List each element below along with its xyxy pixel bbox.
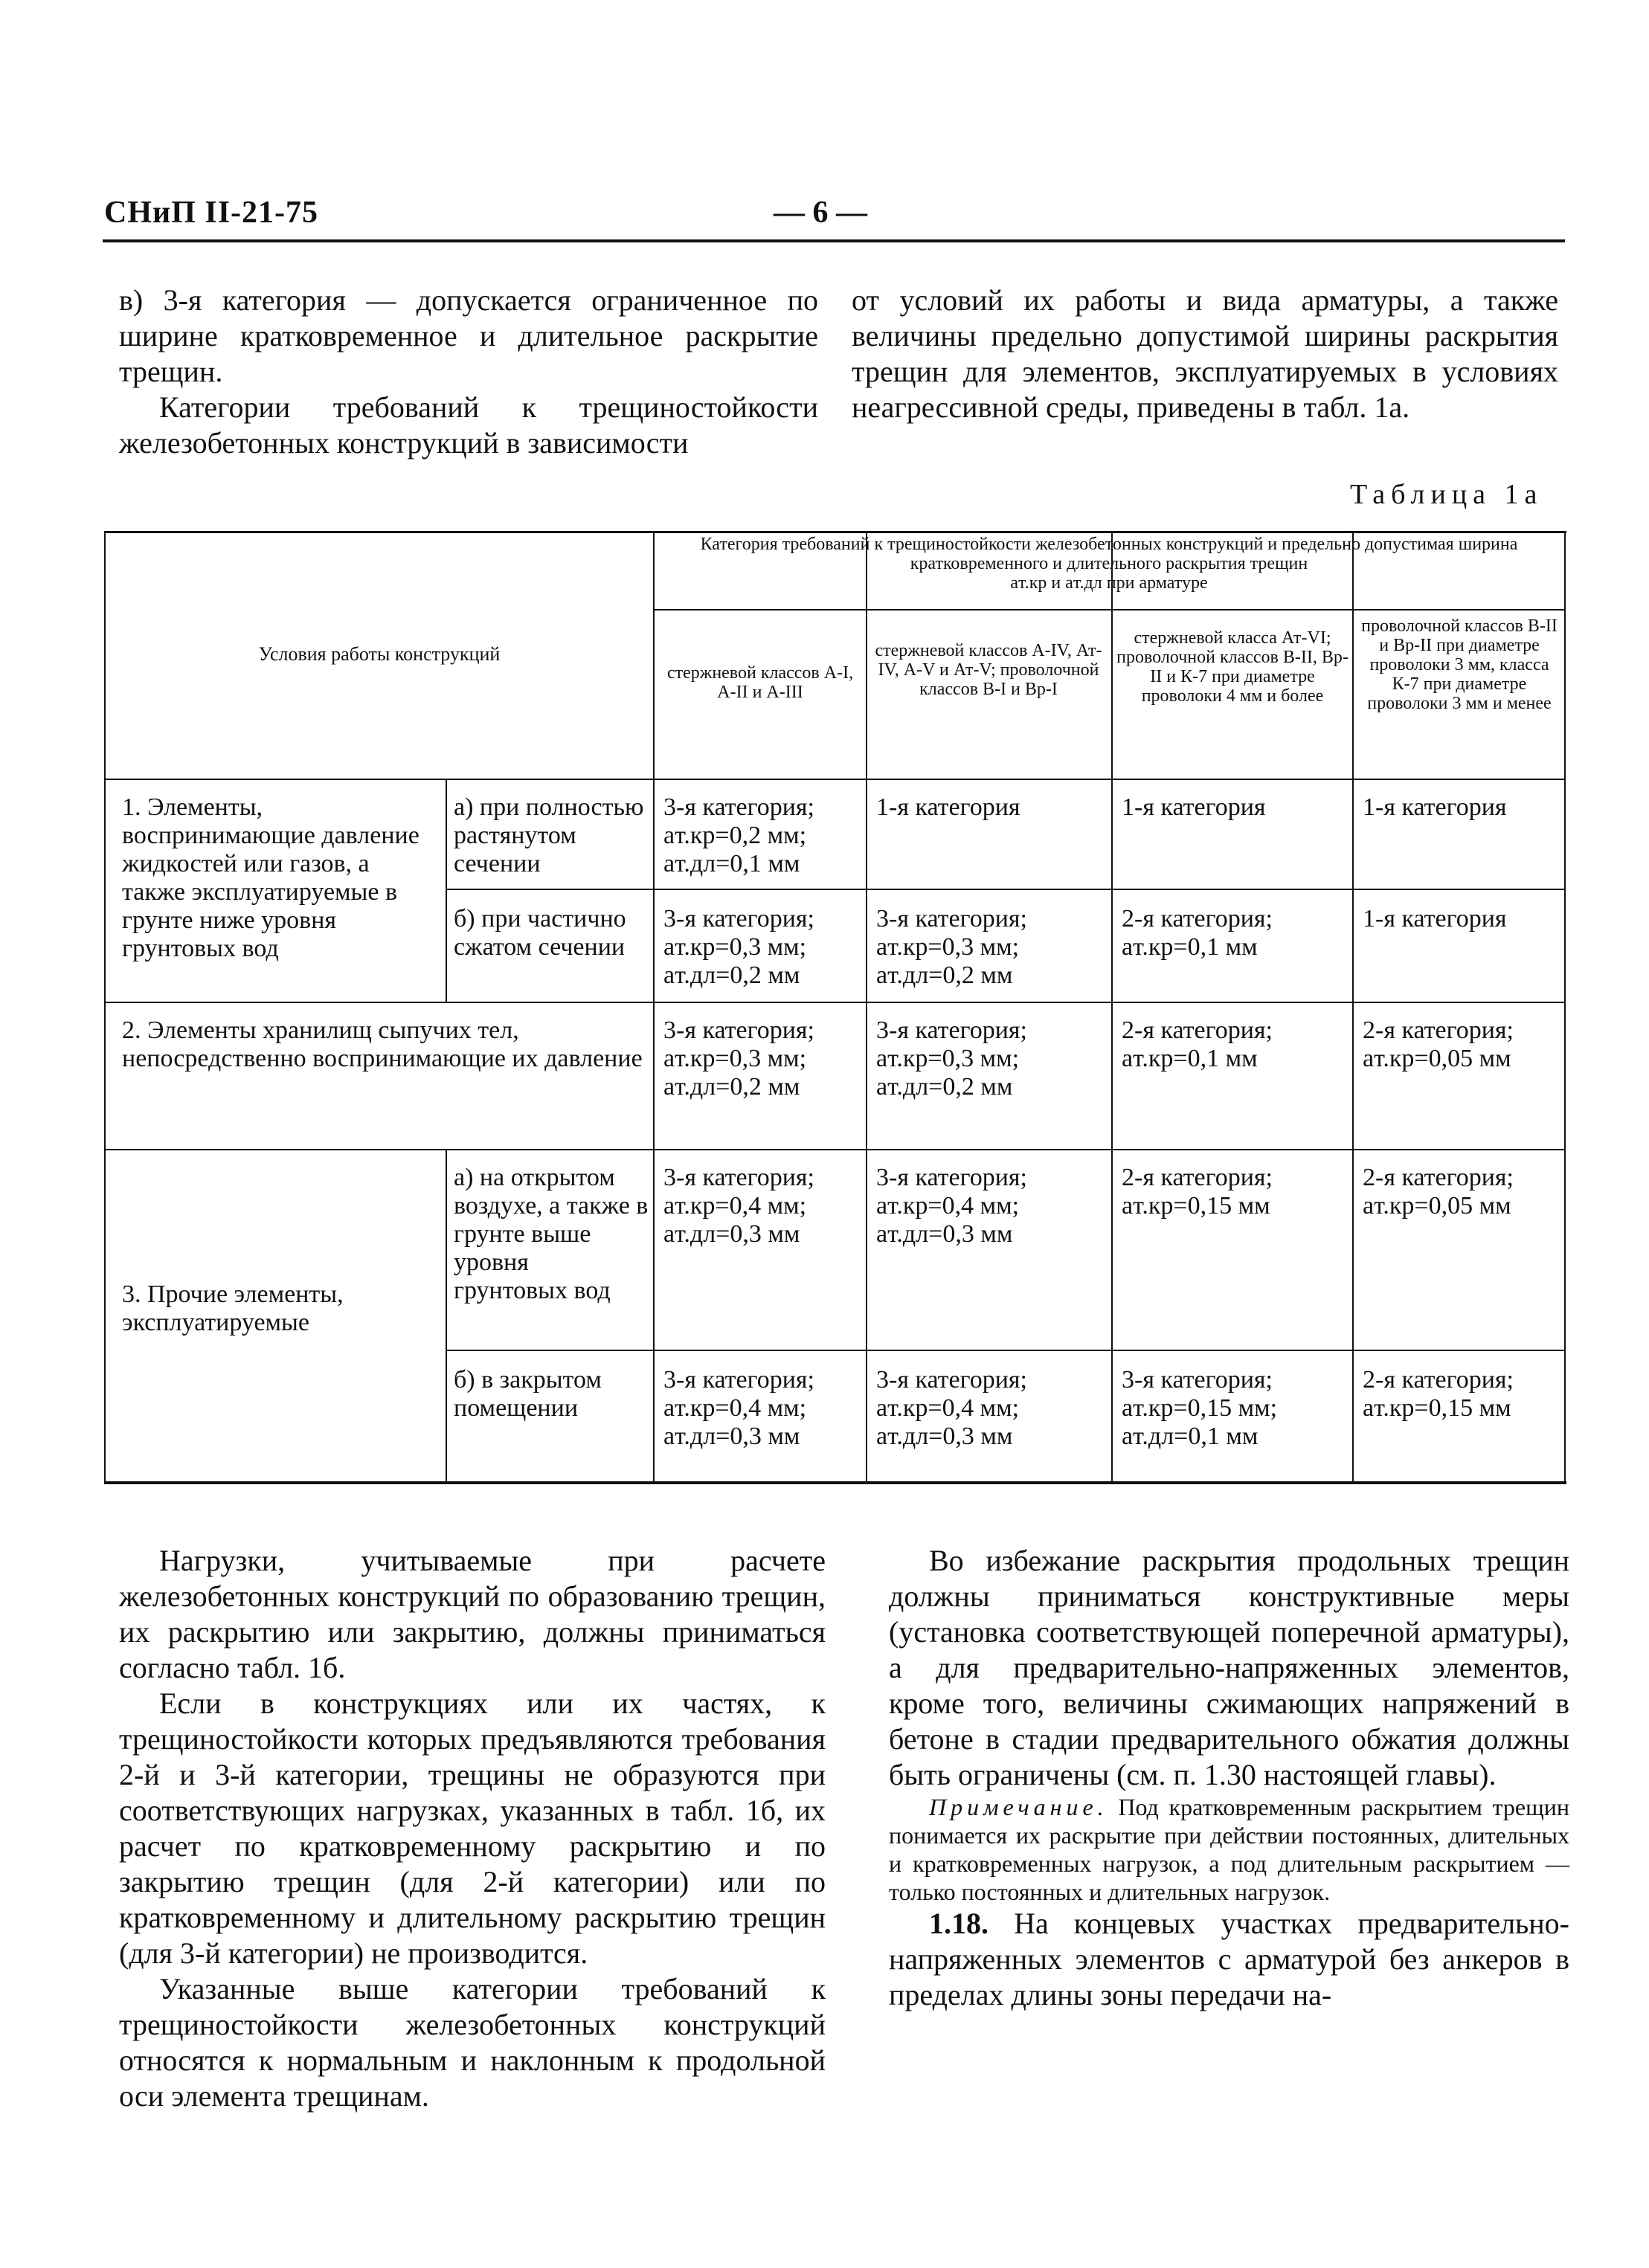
footnote-label: Примечание. (929, 1794, 1108, 1820)
table-cell: 3-я категория; aт.кр=0,3 мм; aт.дл=0,2 мм (663, 905, 815, 989)
table-cell: 2-я категория; aт.кр=0,1 мм (1122, 1017, 1273, 1072)
after-left-column (119, 1543, 826, 2114)
intro-paragraph: Категории требований к трещиностойкости железобетонных конструкций в зависимости (119, 390, 818, 460)
requirements-table (104, 531, 1566, 1484)
table-rule (653, 533, 655, 1481)
row-sub-condition: а) на открытом воздухе, а также в грунте выше уровня грунтовых вод (454, 1164, 649, 1304)
section-text: На концевых участках предварительно-напряженных элементов с арматурой без анкеров в пределах длины зоны передачи на- (889, 1907, 1570, 2011)
section-number: 1.18. (929, 1907, 989, 1940)
row-condition: 1. Элементы, воспринимающие давление жидкостей или газов, а также эксплуатируемые в грунте ниже уровня грунтовых вод (122, 793, 420, 962)
row-condition: 3. Прочие элементы, эксплуатируемые (122, 1280, 344, 1336)
table-cell: 1-я категория (1363, 793, 1507, 821)
after-right-column (889, 1543, 1569, 2013)
table-cell: 2-я категория; aт.кр=0,15 мм (1363, 1366, 1514, 1422)
table-cell: 3-я категория; aт.кр=0,4 мм; aт.дл=0,3 мм (876, 1366, 1028, 1450)
table-rule (104, 1149, 1565, 1150)
document-code: СНиП II-21-75 (104, 196, 319, 230)
section-paragraph (889, 1906, 1569, 2013)
table-cell: 2-я категория; aт.кр=0,05 мм (1363, 1164, 1514, 1220)
table-rule (653, 609, 1565, 611)
table-rule (446, 889, 1565, 890)
row-sub-condition: б) при частично сжатом сечении (454, 905, 626, 961)
table-cell: 3-я категория; aт.кр=0,4 мм; aт.дл=0,3 мм (876, 1164, 1028, 1248)
table-rule (1564, 533, 1566, 1481)
table-cell: 2-я категория; aт.кр=0,05 мм (1363, 1017, 1514, 1072)
footnote (889, 1793, 1569, 1906)
body-paragraph: Если в конструкциях или их частях, к трещиностойкости которых предъявляются требования 2-й и 3-й категории, трещины не образуются при соответствующих нагрузках, указанных в табл. 1б, их расчет по кратковременному раскрытию и по закрытию трещин (для 2-й категории) или по кратковременному и длительному раскрытию трещин (для 3-й категории) не производится. (119, 1686, 826, 1970)
column-header: стержневой классов А-I, А-II и А-III (666, 663, 854, 702)
table-cell: 1-я категория (876, 793, 1020, 821)
column-header: проволочной классов В-II и Вр-II при диаметре проволоки 3 мм, класса К-7 при диаметре проволоки 3 мм и менее (1361, 616, 1558, 713)
column-group-header (660, 535, 1558, 593)
table-rule (104, 533, 106, 1481)
table-cell: 3-я категория; aт.кр=0,15 мм; aт.дл=0,1 мм (1122, 1366, 1278, 1450)
table-label: Таблица 1а (1350, 479, 1543, 510)
body-paragraph: Указанные выше категории требований к трещиностойкости железобетонных конструкций относятся к нормальным и наклонным к продольной оси элемента трещинам. (119, 1972, 826, 2113)
group-header-text: Категория требований к трещиностойкости железобетонных конструкций и предельно допустимая ширина кратковременного и длительного раскрытия трещин (700, 535, 1518, 573)
intro-paragraph: в) 3-я категория — допускается ограниченное по ширине кратковременное и длительное раскрытие трещин. (119, 283, 818, 388)
intro-left-column (119, 283, 818, 461)
column-header: стержневой классов А-IV, Ат-IV, А-V и Ат-V; проволочной классов В-I и Вр-I (875, 641, 1102, 699)
table-cell: 3-я категория; aт.кр=0,4 мм; aт.дл=0,3 мм (663, 1164, 815, 1248)
table-cell: 3-я категория; aт.кр=0,3 мм; aт.дл=0,2 мм (876, 1017, 1028, 1101)
table-cell: 3-я категория; aт.кр=0,3 мм; aт.дл=0,2 мм (663, 1017, 815, 1101)
page-number: — 6 — (774, 196, 867, 230)
table-cell: 1-я категория (1122, 793, 1266, 821)
table-cell: 3-я категория; aт.кр=0,3 мм; aт.дл=0,2 мм (876, 905, 1028, 989)
group-header-tail: при арматуре (1106, 573, 1208, 593)
table-cell: 3-я категория; aт.кр=0,4 мм; aт.дл=0,3 мм (663, 1366, 815, 1450)
table-rule (1352, 533, 1354, 1481)
footnote-text: Под кратковременным раскрытием трещин понимается их раскрытие при действии постоянных, длительных и кратковременных нагрузок, а под длительным раскрытием — только постоянных и длительных нагрузок. (889, 1794, 1570, 1905)
table-rule (1111, 533, 1113, 1481)
group-header-symbols: aт.кр и aт.дл (1010, 573, 1102, 593)
table-rule (104, 1002, 1565, 1003)
row-sub-condition: б) в закрытом помещении (454, 1366, 602, 1422)
table-cell: 3-я категория; aт.кр=0,2 мм; aт.дл=0,1 мм (663, 793, 815, 877)
table-rule (446, 1149, 447, 1481)
row-sub-condition: а) при полностью растянутом сечении (454, 793, 644, 877)
column-header-conditions: Условия работы конструкций (258, 643, 501, 665)
intro-paragraph: от условий их работы и вида арматуры, а также величины предельно допустимой ширины раскрытия трещин для элементов, эксплуатируемых в условиях неагрессивной среды, приведены в табл. 1а. (852, 283, 1558, 424)
table-rule (104, 779, 1565, 780)
header-rule (103, 239, 1565, 242)
body-paragraph: Нагрузки, учитываемые при расчете железобетонных конструкций по образованию трещин, их раскрытию или закрытию, должны приниматься согласно табл. 1б. (119, 1544, 826, 1684)
column-header: стержневой класса Ат-VI; проволочной классов В-II, Вр-II и К-7 при диаметре проволоки 4 мм и более (1116, 628, 1349, 706)
intro-right-column (852, 283, 1558, 425)
row-condition: 2. Элементы хранилищ сыпучих тел, непосредственно воспринимающие их давление (122, 1017, 643, 1072)
table-cell: 2-я категория; aт.кр=0,15 мм (1122, 1164, 1273, 1220)
table-rule (446, 1350, 1565, 1351)
table-rule (866, 533, 867, 1481)
table-rule (446, 779, 447, 1002)
body-paragraph: Во избежание раскрытия продольных трещин должны приниматься конструктивные меры (установка соответствующей поперечной арматуры), а для предварительно-напряженных элементов, кроме того, величины сжимающих напряжений в бетоне в стадии предварительного обжатия должны быть ограничены (см. п. 1.30 настоящей главы). (889, 1544, 1569, 1791)
table-cell: 1-я категория (1363, 905, 1507, 932)
table-cell: 2-я категория; aт.кр=0,1 мм (1122, 905, 1273, 961)
